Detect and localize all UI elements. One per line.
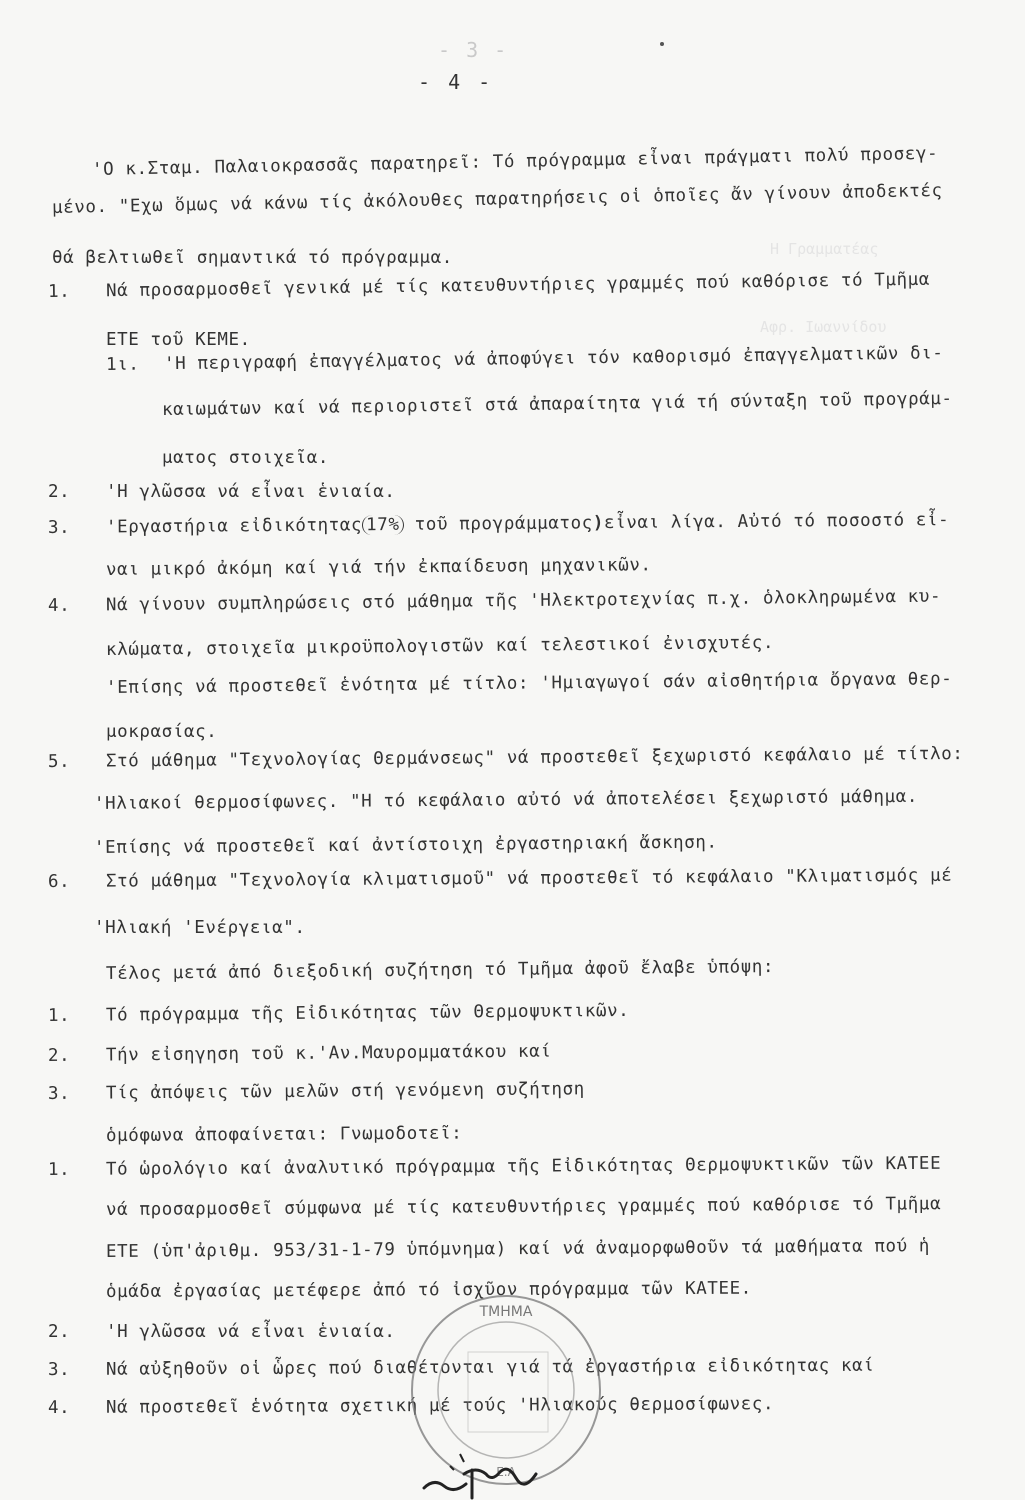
considered-item-3: 3. Τίς ἀπόψεις τῶν μελῶν στή γενόμενη συζήτηση <box>47 1079 585 1104</box>
intro-line: 'Ο κ.Σταμ. Παλαιοκρασσᾶς παρατηρεῖ: Τό πρόγραμμα εἶναι πράγματι πολύ προσεγ- <box>91 143 939 180</box>
intro-line: μένο. "Εχω ὅμως νά κάνω τίς ἀκόλουθες παρατηρήσεις οἱ ὁποῖες ἄν γίνουν ἀποδεκτές <box>51 180 943 218</box>
observation-item-2: 2. 'Η γλῶσσα νά εἶναι ἑνιαία. <box>48 482 396 502</box>
considered-item-2: 2. Τήν εἰσηγηση τοῦ κ.'Αν.Μαυρομματάκου καί <box>47 1041 552 1066</box>
observation-line: καιωμάτων καί νά περιοριστεῖ στά ἀπαραίτητα γιά τή σύνταξη τοῦ προγράμ- <box>161 388 953 420</box>
observation-line: 'Ηλιακή 'Ενέργεια". <box>94 918 306 938</box>
observation-line: 'Επίσης νά προστεθεῖ καί ἀντίστοιχη ἐργαστηριακή ἄσκηση. <box>93 832 718 858</box>
opinion-line: ὁμάδα ἐργασίας μετέφερε ἀπό τό ἰσχῦον πρόγραμμα τῶν ΚΑΤΕΕ. <box>105 1278 752 1302</box>
observation-item-6: 6. Στό μάθημα "Τεχνολογία κλιματισμοῦ" νά προστεθεῖ τό κεφάλαιο "Κλιματισμός μέ <box>47 865 953 892</box>
observation-item-1: 1. Νά προσαρμοσθεῖ γενικά μέ τίς κατευθυντήριες γραμμές πού καθόρισε τό Τμῆμα <box>47 269 931 302</box>
observation-line: 'Ηλιακοί θερμοσίφωνες. "Η τό κεφάλαιο αὐτό νά ἀποτελέσει ξεχωριστό μάθημα. <box>93 786 919 814</box>
stamp-text-top: ΤΜΗΜΑ <box>479 1304 533 1320</box>
handwritten-signature <box>420 1448 550 1500</box>
observation-item-4: 4. Νά γίνουν συμπληρώσεις στό μάθημα τῆς 'Ηλεκτροτεχνίας π.χ. ὁλοκληρωμένα κυ- <box>47 586 942 616</box>
bleed-through-page-number: - 3 - <box>438 38 509 62</box>
observation-line: μοκρασίας. <box>106 722 218 742</box>
observation-subitem-1: 1ι. 'Η περιγραφή ἐπαγγέλματος νά ἀποφύγει τόν καθορισμό ἐπαγγελματικῶν δι- <box>105 343 944 375</box>
opinion-line: νά προσαρμοσθεῖ σύμφωνα μέ τίς κατευθυντήριες γραμμές πού καθόρισε τό Τμῆμα <box>105 1194 942 1220</box>
opinion-item-1: 1. Τό ὡρολόγιο καί ἀναλυτικό πρόγραμμα τῆς Εἰδικότητας Θερμοψυκτικῶν τῶν ΚΑΤΕΕ <box>47 1153 942 1180</box>
resolution-line: ὁμόφωνα ἀποφαίνεται: Γνωμοδοτεῖ: <box>105 1123 463 1146</box>
opinion-item-3: 3. Νά αὐξηθοῦν οἱ ὧρες πού διαθέτονται γιά τά ἐργαστήρια εἰδικότητας καί <box>47 1355 875 1380</box>
page-number: - 4 - <box>418 70 494 94</box>
observation-line: ΕΤΕ τοῦ ΚΕΜΕ. <box>106 330 251 350</box>
opinion-line: ΕΤΕ (ὑπ'ἀριθμ. 953/31-1-79 ὑπόμνημα) καί νά ἀναμορφωθοῦν τά μαθήματα πού ἡ <box>105 1236 931 1262</box>
stamp-text-bottom: Ε.Α <box>496 1465 516 1479</box>
circled-percentage: 17% <box>362 515 404 535</box>
intro-line: θά βελτιωθεῖ σημαντικά τό πρόγραμμα. <box>52 248 453 268</box>
observation-item-3: 3. 'Εργαστήρια εἰδικότητας 17% τοῦ προγράμματος)εἶναι λίγα. Αὐτό τό ποσοστό εἶ- <box>47 510 950 538</box>
bleed-through-text: Αφρ. Ιωαννίδου <box>760 318 887 336</box>
bleed-through-text: Η Γραμματέας <box>770 240 879 258</box>
opinion-item-4: 4. Νά προστεθεῖ ἑνότητα σχετική μέ τούς 'Ηλιακούς θερμοσίφωνες. <box>47 1394 775 1418</box>
observation-line: κλώματα, στοιχεῖα μικροϋπολογιστῶν καί τελεστικοί ἐνισχυτές. <box>105 633 775 660</box>
opinion-item-2: 2. 'Η γλῶσσα νά εἶναι ἑνιαία. <box>48 1322 396 1342</box>
ink-speck <box>660 42 664 46</box>
observation-line: 'Επίσης νά προστεθεῖ ἑνότητα μέ τίτλο: 'Ημιαγωγοί σάν αἰσθητήρια ὄργανα θερ- <box>105 669 953 698</box>
observation-line: ναι μικρό ἀκόμη καί γιά τήν ἐκπαίδευση μηχανικῶν. <box>105 555 652 580</box>
observation-line: ματος στοιχεῖα. <box>162 448 330 468</box>
conclusion-intro: Τέλος μετά ἀπό διεξοδική συζήτηση τό Τμῆμα ἀφοῦ ἔλαβε ὑπόψη: <box>105 957 775 984</box>
observation-item-5: 5. Στό μάθημα "Τεχνολογίας Θερμάνσεως" νά προστεθεῖ ξεχωριστό κεφάλαιο μέ τίτλο: <box>47 744 964 772</box>
considered-item-1: 1. Τό πρόγραμμα τῆς Εἰδικότητας τῶν Θερμοψυκτικῶν. <box>47 1000 630 1026</box>
